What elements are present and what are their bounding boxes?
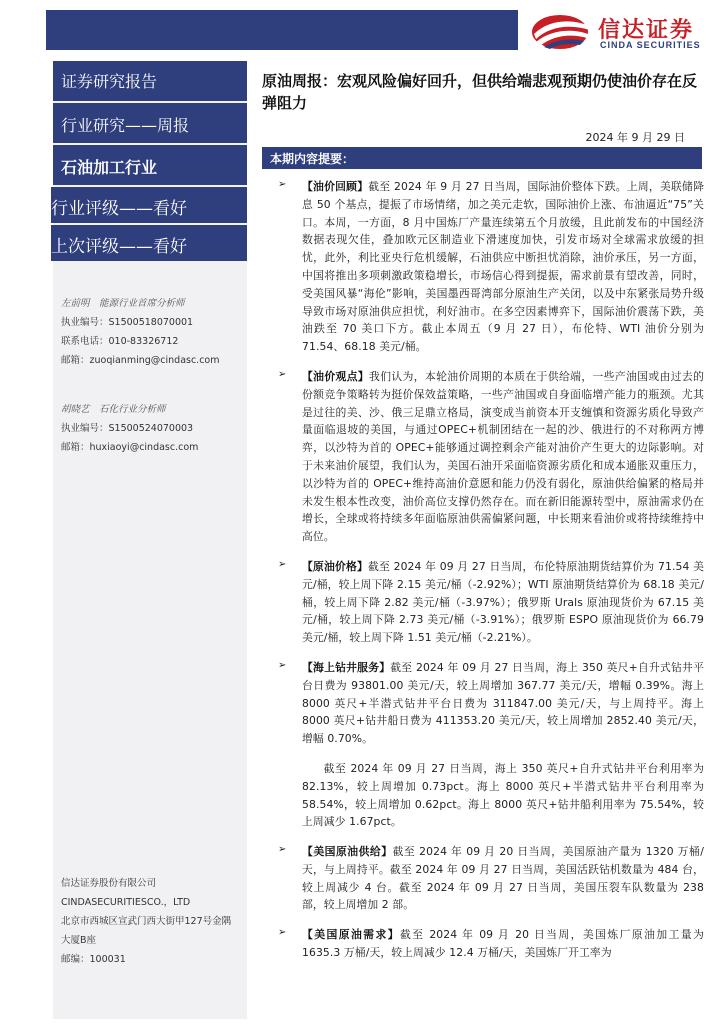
item-tag: 【美国原油供给】	[302, 845, 393, 859]
left-sidebar	[53, 61, 247, 1019]
summary-item-crude-price	[262, 558, 704, 647]
item-tag: 【海上钻井服务】	[302, 660, 391, 674]
summary-item-oil-view	[262, 368, 704, 546]
report-title: 原油周报：宏观风险偏好回升，但供给端悲观预期仍使油价存在反弹阻力	[262, 72, 698, 112]
arrow-bullet-icon: ➢	[278, 659, 287, 671]
cinda-logo	[530, 12, 720, 52]
report-type-label: 证券研究报告	[53, 61, 247, 101]
company-name-cn: 信达证券股份有限公司	[61, 878, 157, 889]
company-address-cont: 大厦B座	[61, 935, 97, 946]
item-tag: 【油价观点】	[302, 369, 370, 383]
company-info	[61, 874, 231, 969]
arrow-bullet-icon: ➢	[278, 558, 287, 570]
analyst-email[interactable]: 邮箱：huxiaoyi@cindasc.com	[61, 442, 199, 453]
item-text: 截至 2024 年 09 月 27 日当周，海上 350 英尺+自升式钻井平台日费为 93801.00 美元/天，较上周增加 367.77 美元/天，增幅 0.39%。海上 8000 英尺+半潜式钻井平台日费为 311847.00 美元/天，与上周持平。海上 8000 英尺+钻井船日费为 411353.20 美元/天，较上周增加 2852.40 美元/天，增幅 0.70%。	[302, 660, 704, 746]
summary-item-us-supply	[262, 843, 704, 914]
previous-rating-label: 上次评级——看好	[51, 225, 247, 261]
item-text: 截至 2024 年 09 月 20 日当周，美国炼厂原油加工量为 1635.3 万桶/天，较上周减少 12.4 万桶/天，美国炼厂开工率为	[302, 928, 704, 960]
summary-paragraph	[302, 178, 704, 356]
summary-paragraph	[302, 926, 704, 962]
item-tag: 【油价回顾】	[302, 180, 369, 193]
summary-paragraph	[302, 843, 704, 914]
analyst-name-title: 胡晓艺 石化行业分析师	[61, 404, 166, 415]
company-address: 北京市西城区宣武门西大街甲127号金隅	[61, 916, 232, 927]
industry-rating-label: 行业评级——看好	[51, 187, 247, 223]
report-category-label: 行业研究——周报	[53, 103, 247, 143]
arrow-bullet-icon: ➢	[278, 927, 287, 939]
analyst-name-title: 左前明 能源行业首席分析师	[61, 298, 185, 309]
item-tag: 【原油价格】	[302, 559, 368, 573]
analyst-phone: 联系电话：010-83326712	[61, 336, 179, 347]
arrow-bullet-icon: ➢	[278, 368, 287, 380]
industry-label: 石油加工行业	[53, 145, 247, 185]
item-text: 截至 2024 年 09 月 27 日当周，布伦特原油期货结算价为 71.54 美元/桶，较上周下降 2.15 美元/桶（-2.92%）；WTI 原油期货结算价为 68.18 美元/桶，较上周下降 2.82 美元/桶（-3.97%）；俄罗斯 Urals 原油现货价为 67.15 美元/桶，较上周下降 2.73 美元/桶（-3.91%）；俄罗斯 ESPO 原油现货价为 66.79 美元/桶，较上周下降 1.51 美元/桶（-2.21%）。	[302, 559, 704, 645]
logo-chinese-text: 信达证券	[598, 18, 695, 43]
summary-item-oil-review	[262, 178, 704, 356]
analyst-license: 执业编号：S1500524070003	[61, 423, 194, 434]
arrow-bullet-icon: ➢	[278, 844, 287, 856]
company-postcode: 邮编：100031	[61, 954, 126, 965]
summary-paragraph-cont: 截至 2024 年 09 月 27 日当周，海上 350 英尺+自升式钻井平台利用率为 82.13%，较上周增加 0.73pct。海上 8000 英尺+半潜式钻井平台利用率为 58.54%，较上周增加 0.62pct。海上 8000 英尺+钻井船利用率为 75.54%，较上周减少 1.67pct。	[302, 761, 704, 829]
cinda-emblem-icon	[530, 12, 594, 52]
summary-paragraph	[302, 659, 704, 748]
company-name-en: CINDASECURITIESCO.，LTD	[61, 897, 191, 908]
arrow-bullet-icon: ➢	[278, 179, 287, 190]
analyst-card	[61, 400, 198, 457]
summary-paragraph	[302, 368, 704, 546]
summary-item-offshore-drilling	[262, 659, 704, 831]
analyst-email[interactable]: 邮箱：zuoqianming@cindasc.com	[61, 355, 220, 366]
summary-content	[262, 178, 704, 974]
report-date: 2024 年 9 月 29 日	[585, 131, 685, 144]
header-band	[46, 10, 518, 50]
summary-heading: 本期内容提要：	[262, 147, 702, 169]
logo-english-text: CINDA SECURITIES	[600, 40, 701, 50]
item-tag: 【美国原油需求】	[302, 928, 400, 942]
item-text: 截至 2024 年 9 月 27 日当周，国际油价整体下跌。上周，美联储降息 50 个基点，提振了市场情绪，加之美元走软，国际油价上涨、布油逼近“75”关口。本周，一方面，8 月中国炼厂产量连续第五个月放缓，且此前发布的中国经济数据表现欠佳，叠加欧元区制造业下滑速度加快，引发市场对全球需求放缓的担忧，此外，利比亚央行危机缓解，石油供应中断担忧消除，油价承压，另一方面，中国将推出多项刺激政策稳增长，市场信心得到提振，需求前景有望改善，同时，受美国风暴“海伦”影响，美国墨西哥湾部分原油生产关闭，以及中东紧张局势升级导致市场对原油供应担忧，利好油市。在多空因素博弈下，国际油价震荡下跌，美油跌至 70 美口下方。截止本周五（9 月 27 日），布伦特、WTI 油价分别为 71.54、68.18 美元/桶。	[302, 180, 704, 354]
summary-paragraph	[302, 558, 704, 647]
summary-item-us-demand	[262, 926, 704, 962]
analyst-license: 执业编号：S1500518070001	[61, 317, 194, 328]
item-text: 我们认为，本轮油价周期的本质在于供给端，一些产油国或由过去的份额竞争策略转为挺价保效益策略，一些产油国或自身面临增产能力的瓶颈。尤其是过往的美、沙、俄三足鼎立格局，演变成当前资本开支缠慎和资源劣质化导致产量面临退坡的美国，与通过OPEC+机制团结在一起的沙、俄进行的不对称两方博弈，以沙特为首的 OPEC+能够通过调控剩余产能对油价产生更大的边际影响。对于未来油价展望，我们认为，美国石油开采面临资源劣质化和成本通胀双重压力，以沙特为首的 OPEC+维持高油价意愿和能力仍没有弱化，原油供给偏紧的格局并未发生根本性改变，油价高位支撑仍然存在。而在新旧能源转型中，原油需求仍在增长，全球或将持续多年面临原油供需偏紧问题，中长期来看油价或将持续维持中高位。	[302, 369, 704, 544]
analyst-card	[61, 294, 220, 370]
item-text: 截至 2024 年 09 月 20 日当周，美国原油产量为 1320 万桶/天，与上周持平。截至 2024 年 09 月 27 日当周，美国活跃钻机数量为 484 台，较上周减少 4 台。截至 2024 年 09 月 27 日当周，美国压裂车队数量为 238 部，较上周增加 2 部。	[302, 845, 704, 912]
